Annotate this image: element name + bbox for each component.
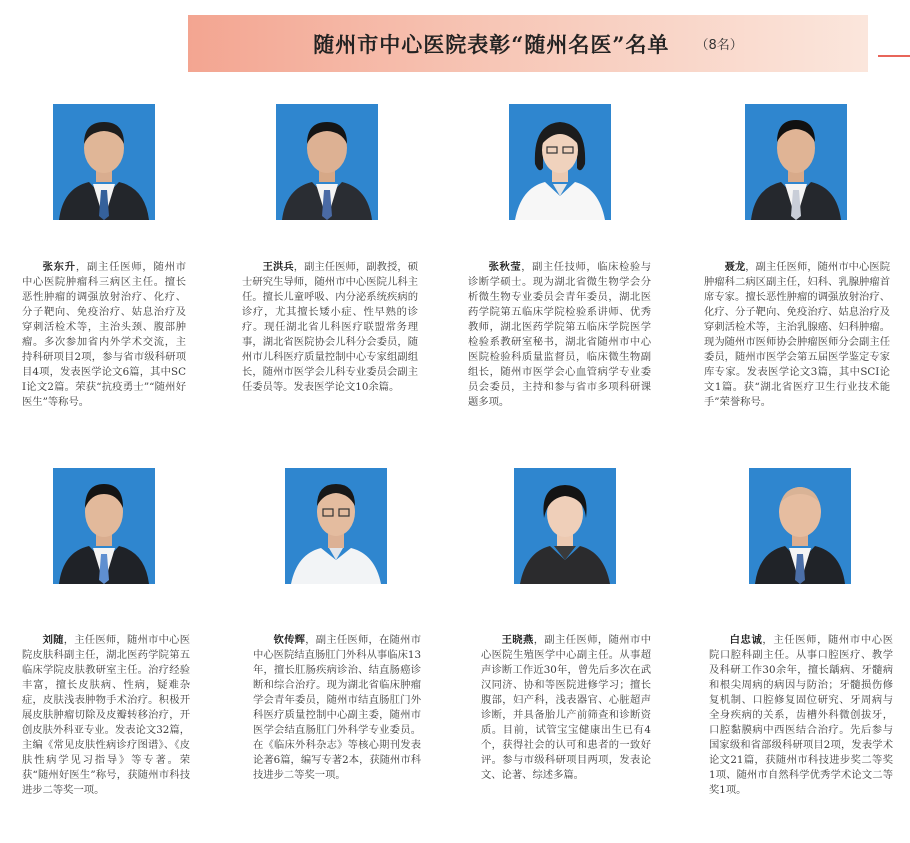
doctor-name: 刘随 — [42, 634, 64, 646]
doctor-photo — [745, 104, 847, 220]
doctor-photo — [285, 468, 387, 584]
page-title: 随州市中心医院表彰“随州名医”名单 — [313, 31, 670, 57]
header-accent-line — [878, 55, 910, 57]
doctor-bio — [242, 260, 418, 395]
doctor-description: ，主任医师，随州市中心医院皮肤科副主任，湖北医药学院第五临床学院皮肤教研室主任。治疗经验丰富，擅长皮肤病、性病，疑难杂症，皮肤浅表肿物手术治疗。积极开展皮肤肿瘤切除及皮瓣转移治疗，开创皮肤外科亚专业。发表论文32篇，主编《常见皮肤性病诊疗图谱》、《皮肤性病学见习指导》等专著。荣获“随州好医生”称号，获随州市科技进步二等奖一项。 — [22, 634, 190, 796]
doctor-photo — [749, 468, 851, 584]
doctor-bio — [468, 260, 651, 410]
doctor-photo — [514, 468, 616, 584]
doctor-description: ，主任医师，随州市中心医院口腔科副主任。从事口腔医疗、教学及科研工作30余年，擅长龋病、牙髓病和根尖周病的病因与防治；牙髓损伤修复机制、口腔修复固位研究、牙周病与全身疾病的关系，齿槽外科微创拔牙，口腔黏膜病中西医结合治疗。先后参与国家级和省部级科研项目2项，发表学术论文21篇，获随州市科技进步奖二等奖1项、随州市自然科学优秀学术论文二等奖1项。 — [709, 634, 894, 796]
doctor-description: ，副主任医师，随州市中心医院肿瘤科二病区副主任，妇科、乳腺肿瘤首席专家。擅长恶性肿瘤的调强放射治疗、化疗、分子靶向、免疫治疗、姑息治疗及穿刺活检术等，主治乳腺癌、妇科肿瘤。现为随州市医师协会肿瘤医师分会副主任委员，随州市医学会第五届医学鉴定专家库专家。发表医学论文3篇，其中SCI论文1篇。获“湖北省医疗卫生行业技术能手”荣誉称号。 — [704, 261, 891, 408]
doctor-photo — [53, 468, 155, 584]
doctor-name: 白忠诚 — [729, 634, 763, 646]
doctor-name: 张东升 — [42, 261, 76, 273]
doctor-name: 王晓燕 — [501, 634, 534, 646]
doctor-description: ，副主任技师，临床检验与诊断学硕士。现为湖北省微生物学会分析微生物专业委员会青年委员，湖北医药学院第五临床学院检验系讲师、优秀教师，湖北医药学院第五临床学院医学检验系教研室秘书，湖北省随州市中心医院检验科质量监督员，临床微生物副组长，随州市医学会心血管病学专业委员会委员，主持和参与省市多项科研课题多项。 — [468, 261, 652, 408]
honoree-count: （8名） — [695, 38, 743, 53]
doctor-bio — [481, 633, 651, 783]
doctor-description: ，副主任医师，随州市中心医院生殖医学中心副主任。从事超声诊断工作近30年，曾先后多次在武汉同济、协和等医院进修学习；擅长腹部，妇产科，浅表器官、心脏超声诊断，并具备胎儿产前筛查和诊断资质。目前，试管宝宝健康出生已有4个，获得社会的认可和患者的一致好评。参与市级科研项目两项，发表论文、论著、综述多篇。 — [481, 634, 652, 781]
doctor-bio — [253, 633, 421, 783]
doctor-photo — [53, 104, 155, 220]
header-banner — [188, 15, 868, 72]
doctor-bio — [709, 633, 893, 798]
doctor-photo — [276, 104, 378, 220]
doctor-bio — [22, 633, 190, 798]
doctor-name: 王洪兵 — [262, 261, 294, 273]
doctor-bio — [704, 260, 890, 410]
doctor-description: ，副主任医师，随州市中心医院肿瘤科三病区主任。擅长恶性肿瘤的调强放射治疗、化疗、分子靶向、免疫治疗、姑息治疗及穿刺活检术等，主治头颈、腹部肿瘤。多次参加省内外学术交流，主持科研项目2项，参与省市级科研项目4项，发表医学论文6篇，其中SCI论文2篇。荣获“抗疫勇士”“随州好医生”等称号。 — [22, 261, 187, 408]
doctor-description: ，副主任医师，副教授，硕士研究生导师，随州市中心医院儿科主任。擅长儿童呼吸、内分泌系统疾病的诊疗，尤其擅长矮小症、性早熟的诊疗。现任湖北省儿科医疗联盟常务理事，湖北省医院协会儿科分会委员，随州市儿科医疗质量控制中心专家组副组长，随州市医学会儿科专业委员会副主任委员等。发表医学论文10余篇。 — [242, 261, 419, 393]
doctor-name: 钦传辉 — [273, 634, 306, 646]
doctor-description: ，副主任医师，在随州市中心医院结直肠肛门外科从事临床13年，擅长肛肠疾病诊治、结直肠癌诊断和综合治疗。现为湖北省临床肿瘤学会青年委员，随州市结直肠肛门外科医疗质量控制中心副主委，随州市医学会结直肠肛门外科学专业委员。在《临床外科杂志》等核心期刊发表论著6篇，编写专著2本，获随州市科技进步二等奖一项。 — [253, 634, 421, 781]
doctor-photo — [509, 104, 611, 220]
doctor-name: 张秋莹 — [488, 261, 522, 273]
doctor-bio — [22, 260, 186, 410]
doctor-name: 聂龙 — [724, 261, 746, 273]
